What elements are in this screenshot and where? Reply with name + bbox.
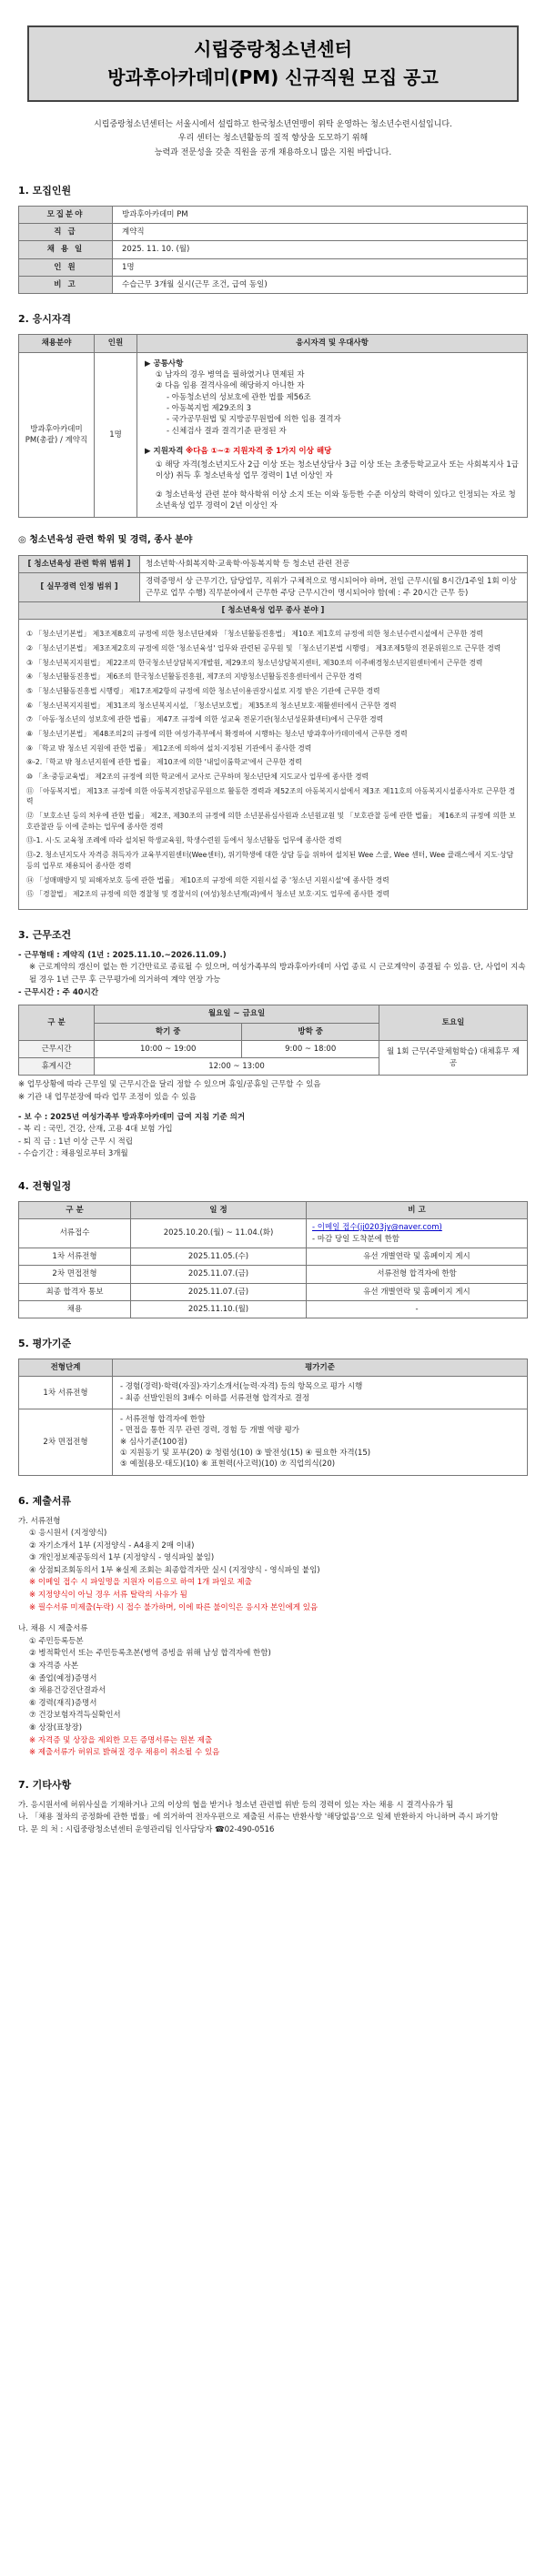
list-item: ③ 「청소년복지지원법」 제22조의 한국청소년상담복지개발원, 제29조의 청소년상담복지센터, 제30조의 이주배경청소년지원센터에서 근무한 경력: [26, 658, 483, 667]
list-item: ⑦ 건강보험자격득실확인서: [29, 1711, 121, 1721]
table-row: [19, 241, 528, 258]
table-row: [19, 258, 528, 276]
intro-line: 우리 센터는 청소년활동의 질적 향상을 도모하기 위해: [177, 134, 369, 144]
list-item: ① 지원동기 및 포부(20) ② 청렴성(10) ③ 발전성(15) ④ 필요한 자격(15): [120, 1448, 371, 1458]
list-item: 나. 「채용 절차의 공정화에 관한 법률」에 의거하여 전자우편으로 제출된 서류는 반환사항 '해당없음'으로 일체 반환하지 아니하며 즉시 파기함: [18, 1813, 499, 1823]
table-header-row: [19, 1005, 528, 1023]
cell: 유선 개별연락 및 홈페이지 게시: [307, 1283, 528, 1300]
table-row: [19, 224, 528, 241]
recruit-table: [18, 206, 528, 295]
misc-block: [18, 1800, 528, 1837]
col-header: 구 분: [19, 1201, 131, 1218]
list-item: ⑨ 「학교 밖 청소년 지원에 관한 법률」 제12조에 의하여 설치·지정된 기관에서 종사한 경력: [26, 743, 312, 753]
list-item: ③ 자격증 사본: [29, 1662, 79, 1672]
spec-title: ▶ 지원자격: [145, 446, 184, 456]
warning-note: ※ 지정양식이 아닐 경우 서류 탈락의 사유가 됨: [29, 1591, 187, 1601]
contract-type: - 근무형태 : 계약직 (1년 : 2025.11.10.~2026.11.09.): [18, 950, 227, 960]
row-label: [ 실무경력 인정 범위 ]: [19, 573, 140, 602]
section-title-misc: 7. 기타사항: [18, 1778, 72, 1791]
list-item: ① 주민등록등본: [29, 1636, 84, 1646]
cell: 서류전형 합격자에 한함: [307, 1266, 528, 1283]
cell: 최종 합격자 통보: [19, 1283, 131, 1300]
list-item: - 서류전형 합격자에 한함: [120, 1415, 206, 1425]
cell: 2차 면접전형: [19, 1266, 131, 1283]
col-header: 전형단계: [19, 1359, 113, 1377]
cell: 2025.11.07.(금): [131, 1283, 307, 1300]
cell: 9:00 ~ 18:00: [242, 1040, 379, 1057]
row-label: 근무시간: [19, 1040, 95, 1057]
list-item: ⑦ 「아동·청소년의 성보호에 관한 법률」 제47조 규정에 의한 성교육 전문기관(청소년성문화센터)에서 근무한 경력: [26, 715, 384, 724]
common-list: [145, 369, 520, 437]
subsection-title: 가. 서류전형: [18, 1516, 61, 1526]
list-item: - 아동청소년의 성보호에 관한 법률 제56조: [167, 392, 311, 402]
contract-note: ※ 근로계약의 갱신이 없는 한 기간만료로 종료될 수 있으며, 여성가족부의 방과후아카데미 사업 종료 시 근로계약이 종결될 수 있음. 단, 사업이 지속될 경우 1년 근무 후 근무평가에 의거하여 계약 연장 가능: [29, 963, 526, 985]
row-value: 수습근무 3개월 실시(근무 조건, 급여 동일): [113, 277, 528, 294]
list-item: ⑤ 「청소년활동진흥법 시행령」 제17조제2항의 규정에 의한 청소년이용권장시설로 지정 받은 기관에 근무한 경력: [26, 686, 380, 695]
list-item: ⑮ 「경찰법」 제2조의 규정에 의한 경찰청 및 경찰서의 (여성)청소년계(과)에서 청소년 보호·지도 업무에 종사한 경력: [26, 890, 390, 899]
documents-block: [18, 1516, 528, 1760]
table-row: [19, 206, 528, 223]
row-label: 채 용 일: [19, 241, 113, 258]
list-item: ⑤ 예절(용모·태도)(10) ⑥ 표현력(사고력)(10) ⑦ 직업의식(20): [120, 1460, 336, 1470]
table-row: [19, 1248, 528, 1265]
row-value: 청소년학·사회복지학·교육학·아동복지학 등 청소년 관련 전공: [140, 555, 528, 572]
section-title-recruit: 1. 모집인원: [18, 184, 72, 197]
col-header: 방학 중: [242, 1023, 379, 1040]
row-value: 방과후아카데미 PM: [113, 206, 528, 223]
list-item: ① 남자의 경우 병역을 필하였거나 면제된 자: [156, 369, 305, 379]
qualification-table: [18, 334, 528, 518]
list-item: ② 자기소개서 1부 (지정양식 - A4용지 2매 이내): [29, 1541, 195, 1551]
list-item: - 면접을 통한 직무 관련 경력, 경험 등 개별 역량 평가: [120, 1426, 300, 1436]
row-label: 2차 면접전형: [19, 1409, 113, 1476]
cell: 2025.11.10.(월): [131, 1300, 307, 1318]
subsection-title: 나. 채용 시 제출서류: [18, 1624, 88, 1634]
warning-note: ※ 제출서류가 허위로 밝혀질 경우 채용이 취소될 수 있음: [29, 1748, 220, 1758]
pay-line: - 보 수 : 2025년 여성가족부 방과후아카데미 급여 지침 기준 의거: [18, 1112, 246, 1122]
list-item: ⑭ 「성매매방지 및 피해자보호 등에 관한 법률」 제10조의 규정에 의한 지원시설 중 '청소년 지원시설'에 종사한 경력: [26, 875, 389, 884]
list-item: - 경험(경력)·학력(자질)·자기소개서(능력·자격) 등의 항목으로 평가 시행: [120, 1382, 363, 1392]
table-row: [19, 555, 528, 572]
list-item: ① 「청소년기본법」 제3조제8호의 규정에 의한 청소년단체와 「청소년활동진흥법」 제10조 제1호의 규정에 의한 청소년수련시설에서 근무한 경력: [26, 630, 483, 639]
cell: 12:00 ~ 13:00: [95, 1058, 379, 1076]
cell: [307, 1219, 528, 1248]
col-header: 구 분: [19, 1005, 95, 1041]
col-header: 비 고: [307, 1201, 528, 1218]
cell: 2025.11.07.(금): [131, 1266, 307, 1283]
intro-line: 시립중랑청소년센터는 서울시에서 설립하고 한국청소년연맹이 위탁 운영하는 청소년수련시설입니다.: [94, 120, 452, 129]
cell: 월 1회 근무(주말체험학습) 대체휴무 제공: [379, 1040, 528, 1076]
row-value: 2025. 11. 10. (월): [113, 241, 528, 258]
list-item: ⑧ 「청소년기본법」 제48조의2의 규정에 의한 여성가족부에서 확정하여 시행하는 청소년 방과후아카데미에서 근무한 경력: [26, 729, 408, 738]
row-label: [ 청소년육성 업무 종사 분야 ]: [19, 601, 528, 619]
spec-item-2: ② 청소년육성 관련 분야 학사학위 이상 소지 또는 이와 동등한 수준 이상의 학력이 있다고 인정되는 자로 청소년육성 업무 경력이 2년 이상인 자: [156, 490, 516, 511]
col-header: 응시자격 및 우대사항: [137, 335, 528, 352]
section-title-fields: ◎ 청소년육성 관련 학위 및 경력, 종사 분야: [18, 535, 193, 546]
row-label: [ 청소년육성 관련 학위 범위 ]: [19, 555, 140, 572]
list-item: 가. 응시원서에 허위사실을 기재하거나 고의 이상의 협을 받거나 청소년 관련법 위반 등의 경력이 있는 자는 채용 시 결격사유가 됨: [18, 1800, 454, 1810]
table-row: [19, 1040, 528, 1057]
contact-line: 다. 문 의 처 : 시립중랑청소년센터 운영관리팀 인사담당자 ☎02-490-0516: [18, 1824, 275, 1834]
row-value: 경력증명서 상 근무기간, 담당업무, 직위가 구체적으로 명시되어야 하며, 전임 근무시(월 8시간/1주일 1회 이상 근무로 업무 수행) 직무분야에서 근무한 주당 근무시간이 명시되어야 함(예 : 주 20시간 근무 등): [140, 573, 528, 602]
row-label: 인 원: [19, 258, 113, 276]
list-item: ② 병적확인서 또는 주민등록초본(병역 증빙을 위해 남성 합격자에 한함): [29, 1649, 271, 1659]
list-item: ⑥ 「청소년복지지원법」 제31조의 청소년복지시설, 「청소년보호법」 제35조의 청소년보호·재활센터에서 근무한 경력: [26, 701, 397, 710]
row-label: 1차 서류전형: [19, 1377, 113, 1409]
work-hours: - 근무시간 : 주 40시간: [18, 987, 99, 997]
count-cell: 1명: [95, 352, 137, 518]
table-row: [19, 277, 528, 294]
list-item: ① 응시원서 (지정양식): [29, 1529, 107, 1539]
section-title-conditions: 3. 근무조건: [18, 928, 72, 941]
table-header-row: [19, 335, 528, 352]
section-title-documents: 6. 제출서류: [18, 1494, 72, 1507]
col-header: 채용분야: [19, 335, 95, 352]
table-row: [19, 1409, 528, 1476]
cell: -: [307, 1300, 528, 1318]
cell: 2025.11.05.(수): [131, 1248, 307, 1265]
title-box: [27, 25, 519, 102]
cell: 서류접수: [19, 1219, 131, 1248]
cell: 1차 서류전형: [19, 1248, 131, 1265]
col-header: 토요일: [379, 1005, 528, 1041]
col-header: 인원: [95, 335, 137, 352]
list-item: ⑩ 「초·중등교육법」 제2조의 규정에 의한 학교에서 교사로 근무하며 청소년단체 지도교사 업무에 종사한 경력: [26, 773, 369, 782]
table-row: [19, 1283, 528, 1300]
row-value: 계약직: [113, 224, 528, 241]
pay-line: - 퇴 직 금 : 1년 이상 근무 시 적립: [18, 1136, 133, 1147]
table-row: [19, 620, 528, 910]
table-row: [19, 1300, 528, 1318]
list-item: ⑫ 「보호소년 등의 처우에 관한 법률」 제2조, 제30조의 규정에 의한 소년분류심사원과 소년원교원 및 「보호관찰 등에 관한 법률」 제16조의 규정에 의한 보호관찰관 등 이에 준하는 업무에 종사한 경력: [26, 812, 516, 831]
list-item: - 신체검사 결과 결격기준 판정된 자: [167, 426, 287, 436]
col-header: 평가기준: [113, 1359, 528, 1377]
list-item: ⑬-2. 청소년지도사 자격증 취득자가 교육부지원센터(Wee센터), 위기학생에 대한 상담 등을 위하여 설치된 Wee 스쿨, Wee 센터, Wee 클래스에서 지도·상담 등의 업무로 채용되어 종사한 경력: [26, 851, 514, 870]
list-item: ② 다음 임용 결격사유에 해당하지 아니한 자: [156, 381, 305, 391]
row-label: 휴게시간: [19, 1058, 95, 1076]
list-item: ③ 개인정보제공동의서 1부 (지정양식 - 영식파일 붙임): [29, 1553, 215, 1563]
common-title: ▶ 공통사항: [145, 359, 184, 369]
section-title-criteria: 5. 평가기준: [18, 1338, 72, 1350]
spec-item-1: ① 해당 자격(청소년지도사 2급 이상 또는 청소년상담사 3급 이상 또는 초중등학교교사 또는 사회복지사 1급 이상) 취득 후 청소년육성 업무 경력이 1년 이상인 자: [156, 460, 519, 481]
note: ※ 기관 내 업무분장에 따라 업무 조정이 있을 수 있음: [18, 1093, 197, 1103]
doc-list: [18, 1636, 528, 1760]
table-row: [19, 601, 528, 619]
email-link[interactable]: - 이메일 접수(jj0203jy@naver.com): [312, 1223, 442, 1233]
list-item: ⑪ 「아동복지법」 제13조 규정에 의한 아동복지전담공무원으로 활동한 경력과 제52조의 아동복지시설에서 제3조 제11호의 아동복지시설종사자로 근무한 경력: [26, 786, 516, 806]
pay-line: - 수습기간 : 채용일로부터 3개월: [18, 1149, 128, 1159]
row-label: 모집분야: [19, 206, 113, 223]
table-row: [19, 1377, 528, 1409]
cell: 2025.10.20.(월) ~ 11.04.(화): [131, 1219, 307, 1248]
col-header: 학기 중: [95, 1023, 242, 1040]
schedule-table: [18, 1201, 528, 1318]
spec-title-line: [145, 446, 520, 457]
announcement-page: [18, 0, 528, 1837]
table-header-row: [19, 1201, 528, 1218]
criteria-table: [18, 1359, 528, 1476]
warning-note: ※ 자격증 및 상장을 제외한 모든 증명서류는 원본 제출: [29, 1735, 213, 1745]
requirements-cell: [137, 352, 528, 518]
row-value: 1명: [113, 258, 528, 276]
table-header-row: [19, 1359, 528, 1377]
list-item: - 최종 선발인원의 3배수 이하를 서류전형 합격자로 결정: [120, 1393, 310, 1403]
warning-note: ※ 이메일 접수 시 파일명을 지원자 이름으로 하여 1개 파일로 제출: [29, 1578, 252, 1588]
table-row: [19, 352, 528, 518]
col-header: 월요일 ~ 금요일: [95, 1005, 379, 1023]
list-item: - 국가공무원법 및 지방공무원법에 의한 임용 결격자: [167, 415, 341, 425]
col-header: 일 정: [131, 1201, 307, 1218]
cell: 10:00 ~ 19:00: [95, 1040, 242, 1057]
list-item: ④ 졸업(예정)증명서: [29, 1673, 97, 1683]
list-item: ④ 상점퇴조회동의서 1부 ※실제 조회는 최종합격자만 실시 (지정양식 - 영식파일 붙임): [29, 1565, 320, 1575]
pay-line: - 복 리 : 국민, 건강, 산재, 고용 4대 보험 가입: [18, 1125, 173, 1135]
table-row: [19, 1219, 528, 1248]
field-list: [19, 620, 528, 910]
table-row: [19, 573, 528, 602]
cell: 채용: [19, 1300, 131, 1318]
warning-note: ※ 필수서류 미제출(누락) 시 접수 불가하며, 이에 따른 불이익은 응시자 본인에게 있음: [29, 1602, 318, 1612]
intro-line: 능력과 전문성을 갖춘 직원을 공개 채용하오니 많은 지원 바랍니다.: [154, 147, 392, 157]
row-label: 직 급: [19, 224, 113, 241]
cell: 유선 개별연락 및 홈페이지 게시: [307, 1248, 528, 1265]
list-item: ② 「청소년기본법」 제3조제2호의 규정에 의한 '청소년육성' 업무와 관련된 공무원 및 「청소년기본법 시행령」 제3조제5항의 전문위원으로 근무한 경력: [26, 643, 501, 652]
cell: [113, 1409, 528, 1476]
conditions-notes: [18, 1079, 528, 1161]
list-item: ④ 「청소년활동진흥법」 제6조의 한국청소년활동진흥원, 제7조의 지방청소년활동진흥센터에서 근무한 경력: [26, 672, 362, 682]
list-item: ⑬-1. 시·도 교육청 조례에 따라 설치된 학생교육원, 학생수련원 등에서 청소년활동 업무에 종사한 경력: [26, 836, 342, 845]
list-item: ⑤ 채용건강진단결과서: [29, 1686, 106, 1696]
page-title: 방과후아카데미(PM) 신규직원 모집 공고: [107, 66, 439, 88]
conditions-block: [18, 950, 528, 999]
doc-list: [18, 1528, 528, 1614]
row-label: 비 고: [19, 277, 113, 294]
note: ※ 업무상황에 따라 근무일 및 근무시간을 달리 정할 수 있으며 휴일/공휴일 근무할 수 있음: [18, 1080, 321, 1090]
table-row: [19, 1266, 528, 1283]
list-item: ⑥ 경력(재직)증명서: [29, 1698, 97, 1708]
list-item: - 아동복지법 제29조의 3: [167, 403, 252, 413]
field-cell: 방과후아카데미 PM(총괄) / 계약직: [19, 352, 95, 518]
list-item: ⑧ 상장(표창장): [29, 1723, 83, 1733]
cell: [113, 1377, 528, 1409]
org-name: 시립중랑청소년센터: [194, 38, 352, 60]
list-item: ※ 심사기준(100점): [120, 1437, 187, 1447]
intro-text: [18, 118, 528, 160]
fields-table: [18, 555, 528, 910]
hours-table: [18, 1005, 528, 1076]
section-title-qualification: 2. 응시자격: [18, 313, 72, 326]
section-title-schedule: 4. 전형일정: [18, 1180, 72, 1193]
note: - 마감 당일 도착분에 한함: [312, 1234, 399, 1244]
list-item: ⑨-2.「학교 밖 청소년지원에 관한 법률」 제10조에 의한 '내일이룸학교'에서 근무한 경력: [26, 758, 302, 767]
spec-title-note: ※다음 ①~② 지원자격 중 1가지 이상 해당: [186, 446, 332, 456]
